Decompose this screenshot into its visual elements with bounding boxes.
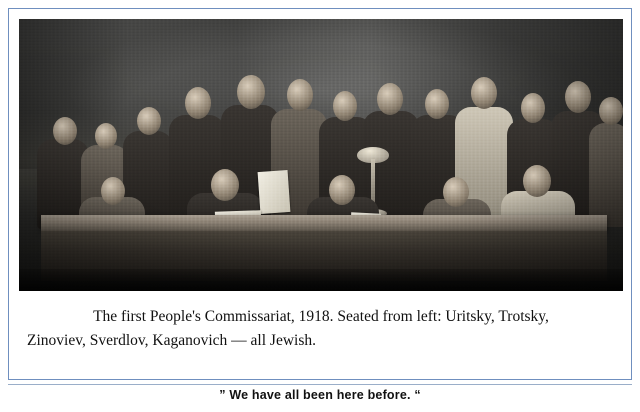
footer-quote-bar (8, 384, 632, 405)
caption-line-1: The first People's Commissariat, 1918. Seated from left: Uritsky, Trotsky, (93, 308, 549, 325)
caption-line-2: Zinoviev, Sverdlov, Kaganovich — all Jewish. (27, 332, 316, 350)
historical-photograph (19, 19, 623, 291)
figure-caption (27, 305, 615, 353)
footer-quote-text: ” We have all been here before. “ (219, 388, 421, 402)
figure-block (8, 8, 632, 380)
photo-vignette (19, 19, 623, 291)
